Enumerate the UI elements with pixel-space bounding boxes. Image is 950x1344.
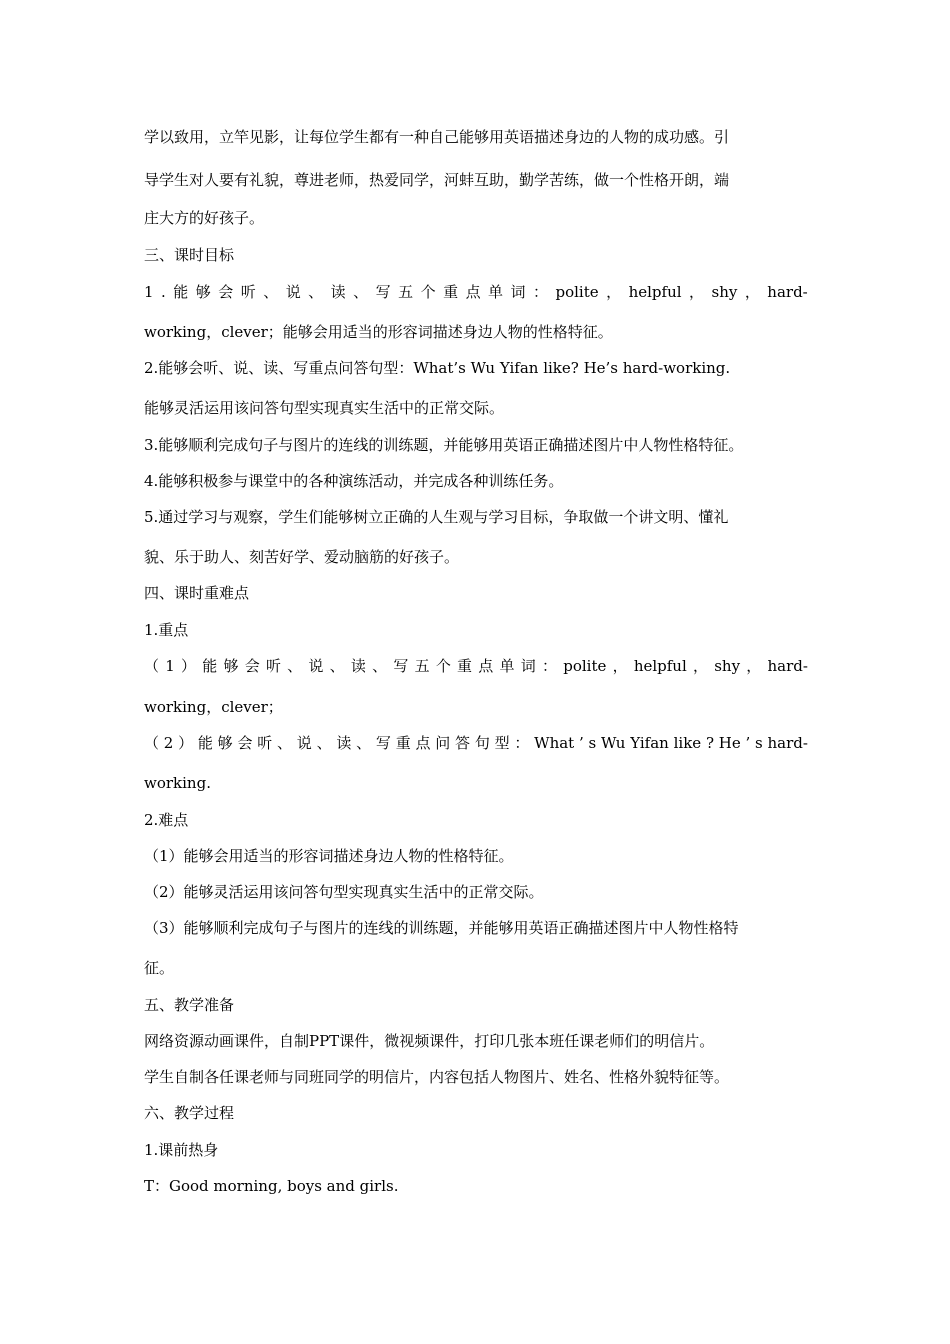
text-token: （ xyxy=(144,734,160,752)
text-token: 、 xyxy=(277,734,293,752)
text-token: 会 xyxy=(218,283,234,301)
text-token: What xyxy=(534,734,575,752)
text-token: 会 xyxy=(244,657,260,675)
section-heading-5: 五、教学准备 xyxy=(144,996,235,1014)
objective-2-line-2: 能够灵活运用该问答句型实现真实生活中的正常交际。 xyxy=(144,399,505,417)
text-token: 答 xyxy=(455,734,471,752)
text-token: 写 xyxy=(375,734,391,752)
text-token: （ xyxy=(144,657,160,675)
text-token: 听 xyxy=(240,283,256,301)
difficult-point-1: （1）能够会用适当的形容词描述身边人物的性格特征。 xyxy=(144,847,514,865)
paragraph-line: 导学生对人要有礼貌，尊进老师，热爱同学，河蚌互助，勤学苦练，做一个性格开朗，端 xyxy=(144,171,730,189)
text-token: 个 xyxy=(435,657,451,675)
text-token: hard- xyxy=(767,657,808,675)
text-token: ： xyxy=(541,657,557,675)
text-token: Wu xyxy=(601,734,626,752)
preparation-line-2: 学生自制各任课老师与同班同学的明信片，内容包括人物图片、姓名、性格外貌特征等。 xyxy=(144,1068,730,1086)
text-token: 能 xyxy=(202,657,218,675)
text-token: 听 xyxy=(257,734,273,752)
text-token: polite xyxy=(563,657,607,675)
text-token: 说 xyxy=(285,283,301,301)
text-token: 句 xyxy=(474,734,490,752)
text-token: shy xyxy=(714,657,741,675)
text-token: 、 xyxy=(263,283,279,301)
text-token: 能 xyxy=(173,283,189,301)
key-point-1-line-2: working，clever； xyxy=(144,698,283,716)
text-token: polite xyxy=(555,283,599,301)
text-token: ’ xyxy=(745,734,751,752)
text-token: shy xyxy=(711,283,738,301)
text-token: s xyxy=(588,734,597,752)
dialogue-line: T：Good morning, boys and girls. xyxy=(144,1177,399,1195)
paragraph-line: 学以致用，立竿见影，让每位学生都有一种自己能够用英语描述身边的人物的成功感。引 xyxy=(144,128,730,146)
text-token: 点 xyxy=(415,734,431,752)
text-token: 1 xyxy=(165,657,175,675)
text-token: 单 xyxy=(499,657,515,675)
text-token: hard- xyxy=(767,734,808,752)
text-token: 说 xyxy=(308,657,324,675)
text-token: helpful xyxy=(633,657,687,675)
text-token: ， xyxy=(606,283,622,301)
text-token: ， xyxy=(746,657,762,675)
difficult-point-2: （2）能够灵活运用该问答句型实现真实生活中的正常交际。 xyxy=(144,883,544,901)
text-token: 、 xyxy=(329,657,345,675)
text-token: ’ xyxy=(578,734,584,752)
text-token: 重 xyxy=(395,734,411,752)
section-heading-4: 四、课时重难点 xyxy=(144,584,250,602)
text-token: 型 xyxy=(494,734,510,752)
text-token: . xyxy=(161,283,166,301)
text-token: 够 xyxy=(195,283,211,301)
text-token: like xyxy=(673,734,702,752)
text-token: 够 xyxy=(217,734,233,752)
objective-3: 3.能够顺利完成句子与图片的连线的训练题，并能够用英语正确描述图片中人物性格特征。 xyxy=(144,436,744,454)
text-token: 重 xyxy=(457,657,473,675)
text-token: 写 xyxy=(375,283,391,301)
warm-up-heading: 1.课前热身 xyxy=(144,1141,219,1159)
text-token: 会 xyxy=(237,734,253,752)
text-token: 五 xyxy=(414,657,430,675)
text-token: 听 xyxy=(265,657,281,675)
text-token: He xyxy=(718,734,741,752)
text-token: 、 xyxy=(356,734,372,752)
text-token: ， xyxy=(689,283,705,301)
text-token: 、 xyxy=(372,657,388,675)
objective-1-line-1 xyxy=(144,282,808,302)
text-token: 五 xyxy=(398,283,414,301)
text-token: ） xyxy=(178,734,194,752)
text-token: ） xyxy=(181,657,197,675)
text-token: 问 xyxy=(435,734,451,752)
text-token: 、 xyxy=(353,283,369,301)
text-token: Yifan xyxy=(630,734,669,752)
text-token: 单 xyxy=(488,283,504,301)
text-token: 点 xyxy=(465,283,481,301)
objective-1-line-2: working，clever；能够会用适当的形容词描述身边人物的性格特征。 xyxy=(144,323,613,341)
text-token: hard- xyxy=(767,283,808,301)
difficult-point-3-line-1: （3）能够顺利完成句子与图片的连线的训练题，并能够用英语正确描述图片中人物性格特 xyxy=(144,919,739,937)
section-heading-3: 三、课时目标 xyxy=(144,246,235,264)
objective-5-line-1: 5.通过学习与观察，学生们能够树立正确的人生观与学习目标，争取做一个讲文明、懂礼 xyxy=(144,508,729,526)
text-token: 读 xyxy=(330,283,346,301)
text-token: 、 xyxy=(287,657,303,675)
text-token: 、 xyxy=(308,283,324,301)
text-token: 词 xyxy=(510,283,526,301)
text-token: ? xyxy=(705,734,714,752)
text-token: ： xyxy=(514,734,530,752)
text-token: 能 xyxy=(197,734,213,752)
text-token: 点 xyxy=(478,657,494,675)
key-points-heading: 1.重点 xyxy=(144,621,189,639)
preparation-line-1: 网络资源动画课件，自制PPT课件，微视频课件，打印几张本班任课老师们的明信片。 xyxy=(144,1032,715,1050)
difficult-point-3-line-2: 征。 xyxy=(144,959,175,977)
text-token: 说 xyxy=(296,734,312,752)
text-token: 个 xyxy=(420,283,436,301)
text-token: ， xyxy=(744,283,760,301)
text-token: 1 xyxy=(144,283,154,301)
text-token: 、 xyxy=(316,734,332,752)
key-point-2-line-2: working. xyxy=(144,774,211,792)
objective-2-line-1: 2.能够会听、说、读、写重点问答句型：What’s Wu Yifan like? He’s hard-working. xyxy=(144,359,731,377)
text-token: 2 xyxy=(163,734,174,752)
text-token: helpful xyxy=(628,283,682,301)
text-token: 够 xyxy=(223,657,239,675)
section-heading-6: 六、教学过程 xyxy=(144,1104,235,1122)
text-token: 重 xyxy=(443,283,459,301)
text-token: s xyxy=(755,734,763,752)
text-token: ， xyxy=(692,657,708,675)
key-point-2-line-1 xyxy=(144,733,808,753)
key-point-1-line-1 xyxy=(144,656,808,676)
paragraph-line: 庄大方的好孩子。 xyxy=(144,209,265,227)
objective-5-line-2: 貌、乐于助人、刻苦好学、爱动脑筋的好孩子。 xyxy=(144,548,460,566)
text-token: ， xyxy=(612,657,628,675)
text-token: ： xyxy=(533,283,549,301)
text-token: 读 xyxy=(336,734,352,752)
difficult-points-heading: 2.难点 xyxy=(144,811,189,829)
text-token: 读 xyxy=(350,657,366,675)
text-token: 写 xyxy=(393,657,409,675)
objective-4: 4.能够积极参与课堂中的各种演练活动，并完成各种训练任务。 xyxy=(144,472,564,490)
text-token: 词 xyxy=(520,657,536,675)
